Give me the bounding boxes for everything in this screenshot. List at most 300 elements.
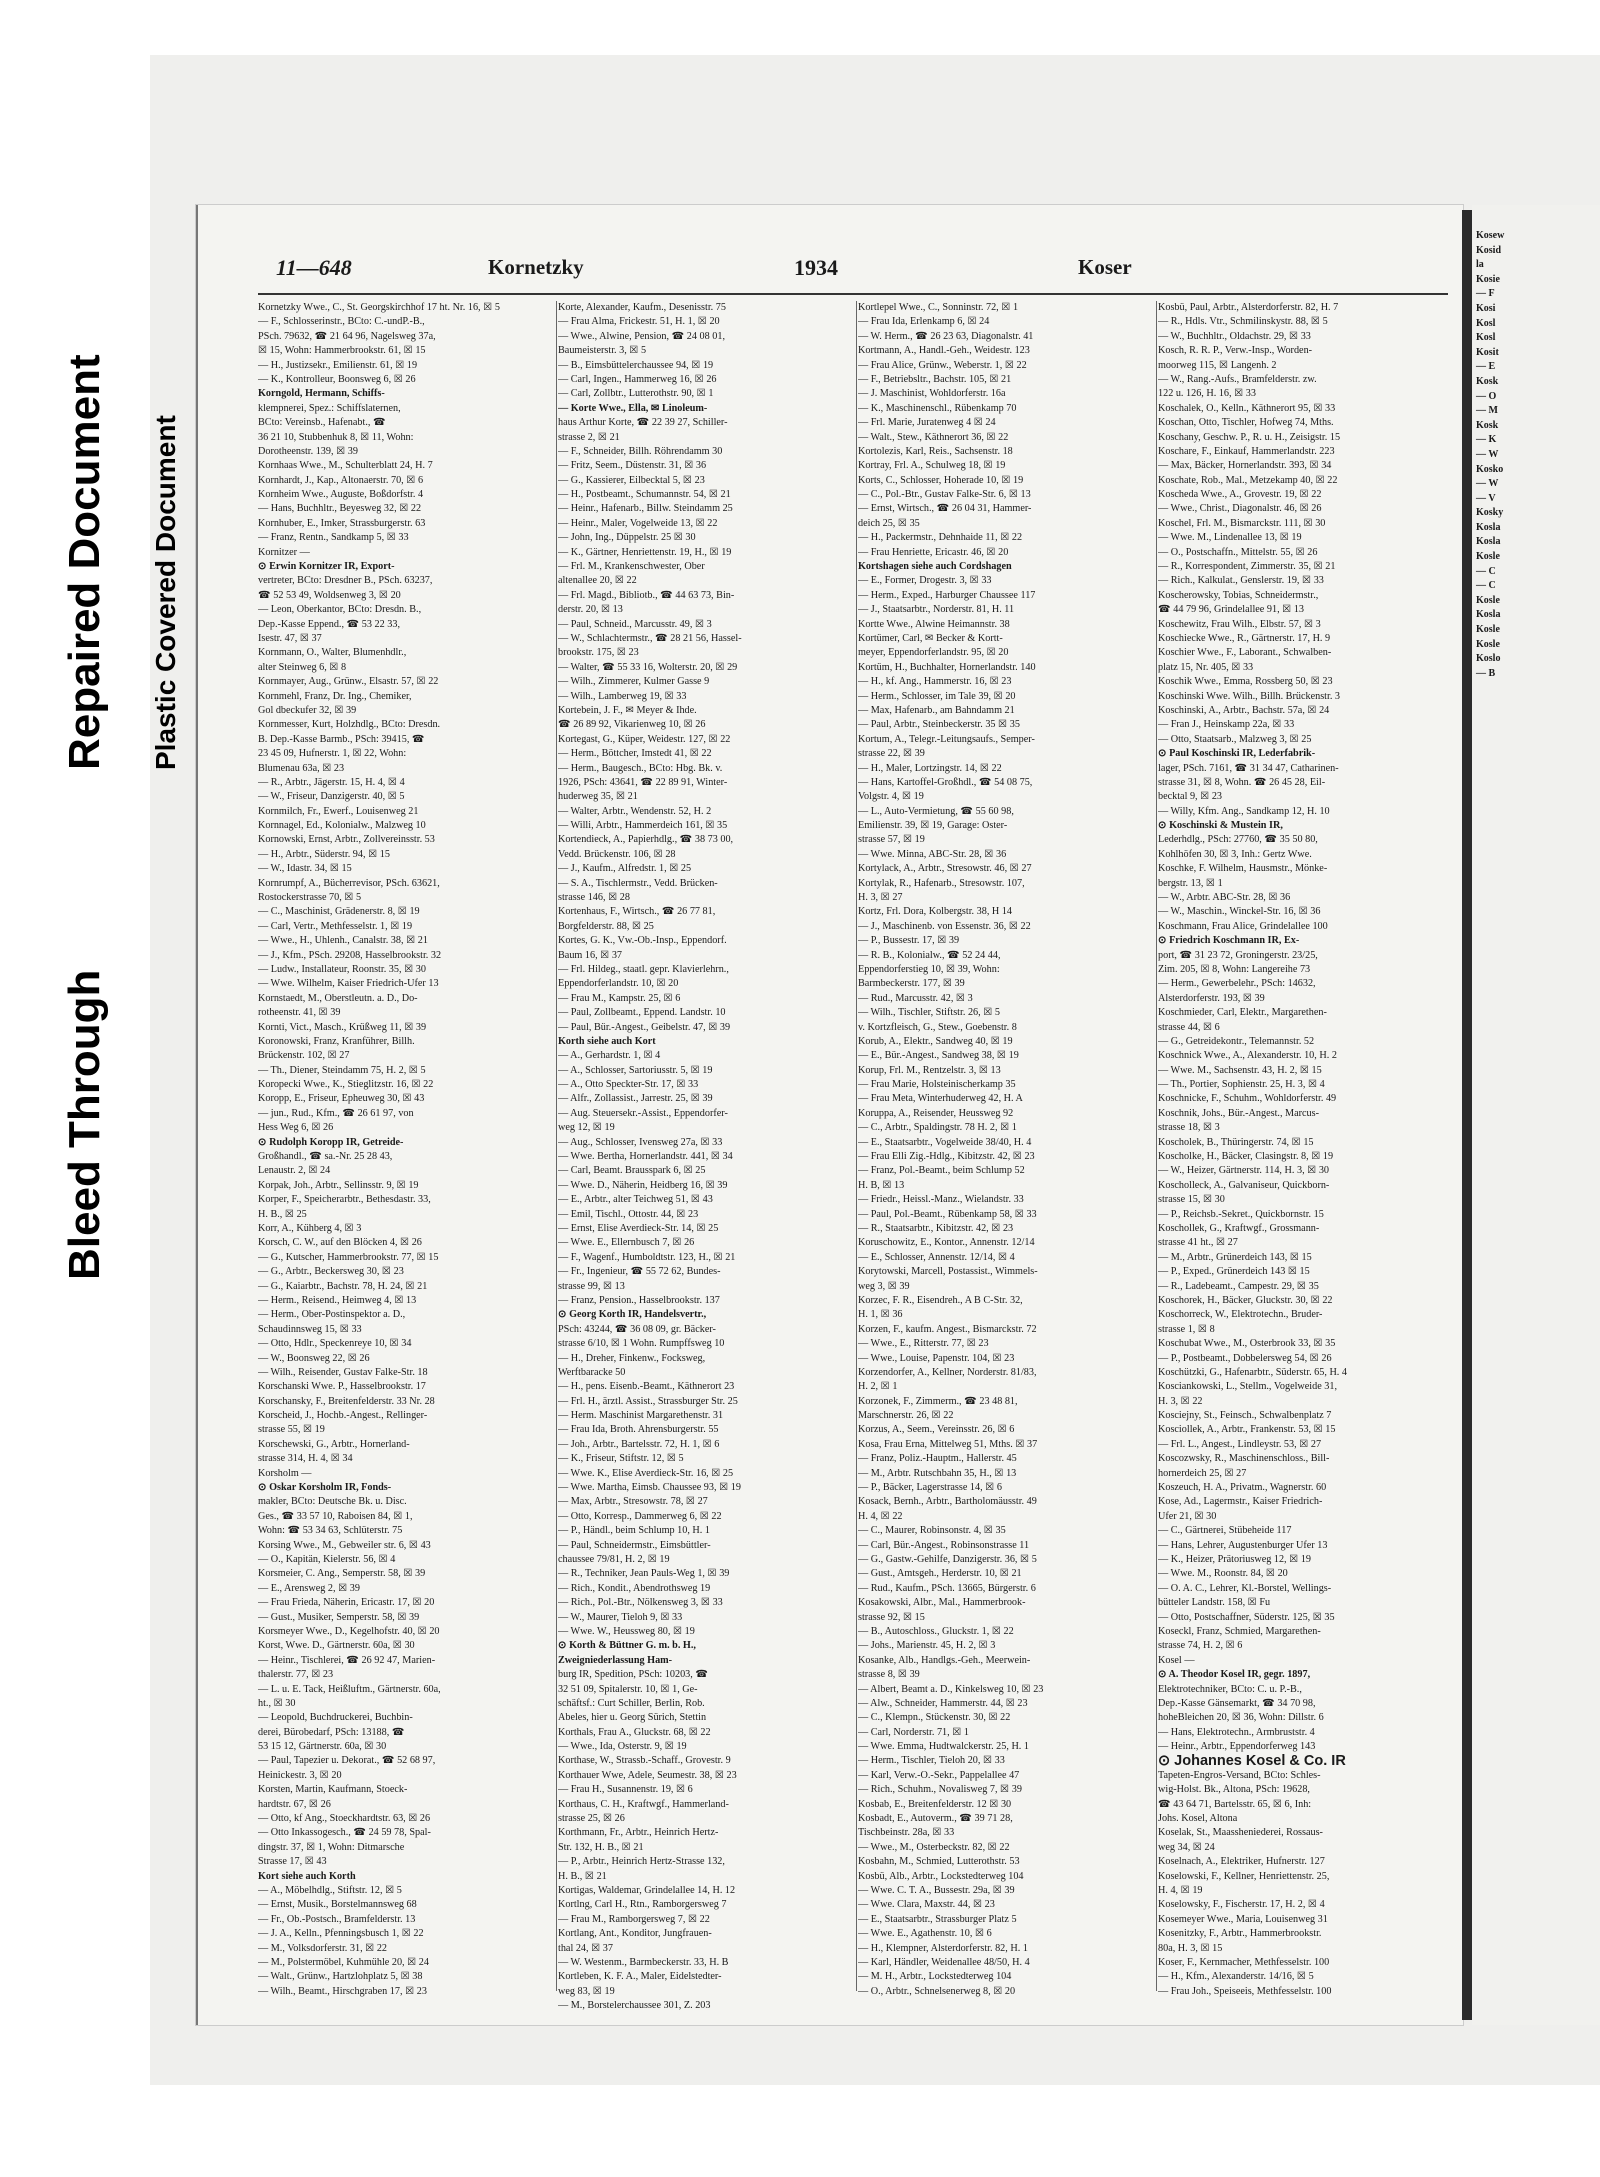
directory-entry-line: — Wwe., Christ., Diagonalstr. 46, ☒ 26 xyxy=(1158,503,1322,515)
directory-entry-line: Korsmeier, C. Ang., Semperstr. 58, ☒ 39 xyxy=(258,1568,426,1580)
directory-entry-line: Koschnik, Johs., Bür.-Angest., Marcus- xyxy=(1158,1107,1320,1119)
directory-entry-line: — Herm., Schlosser, im Tale 39, ☒ 20 xyxy=(858,690,1016,702)
directory-entry-line: — Paul, Arbtr., Steinbeckerstr. 35 ☒ 35 xyxy=(858,719,1020,731)
directory-entry-line: — W., Maurer, Tieloh 9, ☒ 33 xyxy=(558,1611,683,1623)
directory-entry-line: — W., Idastr. 34, ☒ 15 xyxy=(258,863,352,875)
directory-entry-line: — F., Wagenf., Humboldtstr. 123, H., ☒ 21 xyxy=(558,1251,736,1263)
directory-entry-line: ⊙ Paul Koschinski IR, Lederfabrik- xyxy=(1158,748,1316,760)
directory-entry-line: Tapeten-Engros-Versand, BCto: Schles- xyxy=(1158,1769,1321,1781)
directory-entry-line: Koschützki, G., Hafenarbtr., Süderstr. 65, H. 4 xyxy=(1158,1366,1347,1378)
directory-entry-line: Korthase, W., Strassb.-Schaff., Grovestr. 9 xyxy=(558,1755,731,1767)
directory-entry-line: Kortz, Frl. Dora, Kolbergstr. 38, H 14 xyxy=(858,906,1013,918)
directory-entry-line: Rostockerstrasse 70, ☒ 5 xyxy=(258,892,362,904)
directory-entry-line: strasse 92, ☒ 15 xyxy=(858,1611,925,1623)
directory-page xyxy=(196,205,1463,2025)
directory-entry-line: Baum 16, ☒ 37 xyxy=(558,949,623,961)
directory-entry-line: ☎ 52 53 49, Woldsenweg 3, ☒ 20 xyxy=(258,589,401,601)
directory-entry-line: H. 3, ☒ 22 xyxy=(1158,1395,1203,1407)
directory-entry-line: — Franz, Poliz.-Hauptm., Hallerstr. 45 xyxy=(858,1453,1017,1465)
directory-entry-line: Ges., ☎ 33 57 10, Raboisen 84, ☒ 1, xyxy=(258,1510,413,1522)
directory-entry-line: Kornheim Wwe., Auguste, Boßdorfstr. 4 xyxy=(258,489,424,501)
adjacent-page-fragment: Kosle xyxy=(1476,551,1500,563)
directory-entry-line: — Wwe. W., Heussweg 80, ☒ 19 xyxy=(558,1625,695,1637)
directory-entry-line: Zweigniederlassung Ham- xyxy=(558,1654,673,1666)
directory-entry-line: — C., Klempn., Stückenstr. 30, ☒ 22 xyxy=(858,1712,1011,1724)
directory-entry-line: Emilienstr. 39, ☒ 19, Garage: Oster- xyxy=(858,820,1008,832)
directory-entry-line: ☎ 43 64 71, Bartelsstr. 65, ☒ 6, Inh: xyxy=(1158,1798,1312,1810)
directory-entry-line: Volgstr. 4, ☒ 19 xyxy=(858,791,924,803)
directory-entry-line: strasse 44, ☒ 6 xyxy=(1158,1021,1220,1033)
directory-entry-line: — A., Möbelhdlg., Stiftstr. 12, ☒ 5 xyxy=(258,1884,402,1896)
directory-entry-line: — Frl. L., Angest., Lindleystr. 53, ☒ 27 xyxy=(1158,1438,1322,1450)
directory-entry-line: — C., Maurer, Robinsonstr. 4, ☒ 35 xyxy=(858,1525,1006,1537)
directory-entry-line: Kortenhaus, F., Wirtsch., ☎ 26 77 81, xyxy=(558,906,716,918)
directory-entry-line: ☒ 15, Wohn: Hammerbrookstr. 61, ☒ 15 xyxy=(258,345,426,357)
directory-entry-line: strasse 99, ☒ 13 xyxy=(558,1280,625,1292)
adjacent-page-fragment: Kosle xyxy=(1476,594,1500,606)
directory-entry-line: Heinickestr. 3, ☒ 20 xyxy=(258,1769,342,1781)
directory-entry-line: Kortigas, Waldemar, Grindelallee 14, H. 12 xyxy=(558,1884,736,1896)
directory-entry-line: — Herm., Tischler, Tieloh 20, ☒ 33 xyxy=(858,1755,1005,1767)
directory-entry-line: — H., Justizsekr., Emilienstr. 61, ☒ 19 xyxy=(258,359,418,371)
directory-entry-line: strasse 74, H. 2, ☒ 6 xyxy=(1158,1640,1243,1652)
directory-entry-line: — Paul, Zollbeamt., Eppend. Landstr. 10 xyxy=(558,1007,726,1019)
directory-entry-line: Koselak, St., Maassheniederei, Rossaus- xyxy=(1158,1827,1323,1839)
directory-entry-line: strasse 2, ☒ 21 xyxy=(558,431,620,443)
directory-entry-line: deich 25, ☒ 35 xyxy=(858,517,920,529)
directory-entry-line: — Otto, Staatsarb., Malzweg 3, ☒ 25 xyxy=(1158,733,1312,745)
directory-entry-line: — Rich., Kalkulat., Genslerstr. 19, ☒ 33 xyxy=(1158,575,1324,587)
directory-entry-line: Koronowski, Franz, Kranführer, Billh. xyxy=(258,1035,415,1047)
directory-entry-line: — Frau H., Susannenstr. 19, ☒ 6 xyxy=(558,1784,693,1796)
directory-entry-line: Korthauer Wwe, Adele, Seumestr. 38, ☒ 23 xyxy=(558,1769,737,1781)
directory-entry-line: Korzec, F. R., Eisendreh., A B C-Str. 32, xyxy=(858,1294,1023,1306)
directory-entry-line: Koruschowitz, E., Kontor., Annenstr. 12/14 xyxy=(858,1237,1035,1249)
directory-entry-line: — Rich., Pol.-Btr., Nölkensweg 3, ☒ 33 xyxy=(558,1597,723,1609)
directory-entry-line: ⊙ Rudolph Koropp IR, Getreide- xyxy=(258,1136,404,1148)
directory-entry-line: — Frau M., Kampstr. 25, ☒ 6 xyxy=(558,992,681,1004)
directory-entry-line: — W., Boonsweg 22, ☒ 26 xyxy=(258,1352,370,1364)
directory-entry-line: — Wwe. M., Sachsenstr. 43, H. 2, ☒ 15 xyxy=(1158,1064,1322,1076)
directory-entry-line: — F., Betriebsltr., Bachstr. 105, ☒ 21 xyxy=(858,373,1012,385)
directory-entry-line: Kortshagen siehe auch Cordshagen xyxy=(858,561,1012,573)
directory-entry-line: Kornmayer, Aug., Grünw., Elsastr. 57, ☒ 22 xyxy=(258,676,439,688)
adjacent-page-fragment: Kosie xyxy=(1476,273,1500,285)
directory-entry-line: ☎ 26 89 92, Vikarienweg 10, ☒ 26 xyxy=(558,719,706,731)
directory-entry-line: — Frau Frieda, Näherin, Ericastr. 17, ☒ 20 xyxy=(258,1597,435,1609)
adjacent-page-edge xyxy=(1472,205,1600,2025)
directory-column-4 xyxy=(1158,301,1458,1999)
directory-entry-line: ⊙ A. Theodor Kosel IR, gegr. 1897, xyxy=(1158,1669,1311,1681)
adjacent-page-fragment: — W xyxy=(1476,478,1499,490)
directory-entry-line: Koscholek, B., Thüringerstr. 74, ☒ 15 xyxy=(1158,1136,1314,1148)
directory-entry-line: Korub, A., Elektr., Sandweg 40, ☒ 19 xyxy=(858,1035,1013,1047)
directory-entry-line: — H., Klempner, Alsterdorferstr. 82, H. 1 xyxy=(858,1942,1028,1954)
directory-entry-line: Kosenitzky, F., Arbtr., Hammerbrookstr. xyxy=(1158,1928,1322,1940)
directory-entry-line: Korts, C., Schlosser, Hoherade 10, ☒ 19 xyxy=(858,474,1024,486)
directory-entry-line: — P., Bussestr. 17, ☒ 39 xyxy=(858,935,960,947)
directory-entry-line: — Albert, Beamt a. D., Kinkelsweg 10, ☒ 23 xyxy=(858,1683,1044,1695)
directory-entry-line: Kortüm, H., Buchhalter, Hornerlandstr. 140 xyxy=(858,661,1036,673)
directory-entry-line: Kosakowski, Albr., Mal., Hammerbrook- xyxy=(858,1597,1026,1609)
directory-entry-line: — Otto, Korresp., Dammerweg 6, ☒ 22 xyxy=(558,1510,722,1522)
directory-entry-line: Korper, F., Speicherarbtr., Bethesdastr. 33, xyxy=(258,1194,431,1206)
directory-entry-line: klempnerei, Spez.: Schiffslaternen, xyxy=(258,402,401,414)
directory-entry-line: Großhandl., ☎ sa.-Nr. 25 28 43, xyxy=(258,1151,393,1163)
directory-entry-line: Kosbahn, M., Schmied, Lutterothstr. 53 xyxy=(858,1856,1020,1868)
directory-entry-line: — Max, Arbtr., Stresowstr. 78, ☒ 27 xyxy=(558,1496,708,1508)
directory-entry-line: — Carl, Beamt. Brausspark 6, ☒ 25 xyxy=(558,1165,706,1177)
directory-entry-line: — Heinr., Tischlerei, ☎ 26 92 47, Marien- xyxy=(258,1654,436,1666)
directory-entry-line: — Wwe. Martha, Eimsb. Chaussee 93, ☒ 19 xyxy=(558,1482,741,1494)
directory-entry-line: — Herm., Reisend., Heimweg 4, ☒ 13 xyxy=(258,1294,417,1306)
directory-entry-line: — Karl, Verw.-O.-Sekr., Pappelallee 47 xyxy=(858,1769,1020,1781)
directory-entry-line: — Paul, Pol.-Beamt., Rübenkamp 58, ☒ 33 xyxy=(858,1208,1037,1220)
directory-entry-line: — Gust., Amtsgeh., Herderstr. 10, ☒ 21 xyxy=(858,1568,1022,1580)
directory-entry-line: — K., Friseur, Stiftstr. 12, ☒ 5 xyxy=(558,1453,684,1465)
directory-entry-line: bütteler Landstr. 158, ☒ Fu xyxy=(1158,1597,1271,1609)
directory-entry-line: Kosanke, Alb., Handlgs.-Geh., Meerwein- xyxy=(858,1654,1031,1666)
directory-entry-line: — H., Kfm., Alexanderstr. 14/16, ☒ 5 xyxy=(1158,1971,1314,1983)
directory-entry-line: makler, BCto: Deutsche Bk. u. Disc. xyxy=(258,1496,407,1508)
directory-entry-line: strasse 55, ☒ 19 xyxy=(258,1424,325,1436)
directory-entry-line: Koschalek, O., Kelln., Käthnerort 95, ☒ 33 xyxy=(1158,402,1336,414)
directory-entry-line: — Paul, Schneid., Marcusstr. 49, ☒ 3 xyxy=(558,618,712,630)
directory-entry-line: Kosciollek, A., Arbtr., Frankenstr. 53, ☒ 15 xyxy=(1158,1424,1336,1436)
directory-entry-line: — Wwe., E., Ritterstr. 77, ☒ 23 xyxy=(858,1338,989,1350)
directory-entry-line: — Herm., Exped., Harburger Chaussee 117 xyxy=(858,589,1036,601)
directory-entry-line: H. 4, ☒ 19 xyxy=(1158,1884,1203,1896)
directory-entry-line: Werftbaracke 50 xyxy=(558,1366,626,1378)
directory-entry-line: Koschubat Wwe., M., Osterbrook 33, ☒ 35 xyxy=(1158,1338,1336,1350)
directory-entry-line: Kosciankowski, L., Stellm., Vogelweide 31, xyxy=(1158,1381,1338,1393)
directory-entry-line: — R., Staatsarbtr., Kibitzstr. 42, ☒ 23 xyxy=(858,1223,1014,1234)
directory-entry-line: — R., Techniker, Jean Pauls-Weg 1, ☒ 39 xyxy=(558,1568,730,1580)
directory-entry-line: — Joh., Arbtr., Bartelsstr. 72, H. 1, ☒ 6 xyxy=(558,1438,720,1450)
directory-entry-line: Korsten, Martin, Kaufmann, Stoeck- xyxy=(258,1784,408,1796)
directory-entry-line: — Franz, Pol.-Beamt., beim Schlump 52 xyxy=(858,1165,1025,1177)
directory-entry-line: — Alfr., Zollassist., Jarrestr. 25, ☒ 39 xyxy=(558,1093,713,1105)
directory-entry-line: — Otto, Postschaffner, Süderstr. 125, ☒ 35 xyxy=(1158,1611,1335,1623)
directory-entry-line: Korte, Alexander, Kaufm., Desenisstr. 75 xyxy=(558,302,726,313)
adjacent-page-fragment: Kosky xyxy=(1476,507,1504,519)
directory-entry-line: Schaudinnsweg 15, ☒ 33 xyxy=(258,1323,362,1335)
directory-column-3 xyxy=(858,301,1158,1999)
directory-entry-line: 32 51 09, Spitalerstr. 10, ☒ 1, Ge- xyxy=(558,1683,698,1695)
adjacent-page-fragment: — O xyxy=(1476,390,1497,402)
directory-entry-line: — Frau Meta, Winterhuderweg 42, H. A xyxy=(858,1093,1023,1105)
directory-entry-line: — R., Korrespondent, Zimmerstr. 35, ☒ 21 xyxy=(1158,561,1336,573)
directory-entry-line: — Ernst, Elise Averdieck-Str. 14, ☒ 25 xyxy=(558,1223,719,1234)
directory-entry-line: Kortendieck, A., Papierhdlg., ☎ 38 73 00, xyxy=(558,834,734,846)
directory-entry-line: Koscholleck, A., Galvaniseur, Quickborn- xyxy=(1158,1179,1330,1191)
adjacent-page-fragment: — C xyxy=(1476,565,1496,577)
directory-entry-line: Kortlang, Ant., Konditor, Jungfrauen- xyxy=(558,1928,712,1940)
directory-entry-line: Gol dbeckufer 32, ☒ 39 xyxy=(258,704,357,716)
directory-entry-line: — Willi, Arbtr., Hammerdeich 161, ☒ 35 xyxy=(558,820,728,832)
adjacent-page-fragment: Kosla xyxy=(1476,521,1501,533)
directory-entry-line: — Rud., Marcusstr. 42, ☒ 3 xyxy=(858,992,973,1004)
directory-entry-line: — O., Kapitän, Kielerstr. 56, ☒ 4 xyxy=(258,1553,396,1565)
directory-entry-line: — M., Arbtr. Rutschbahn 35, H., ☒ 13 xyxy=(858,1467,1017,1479)
directory-entry-line: — A., Schlosser, Sartoriusstr. 5, ☒ 19 xyxy=(558,1064,713,1076)
directory-entry-line: ⊙ Georg Korth IR, Handelsvertr., xyxy=(558,1309,707,1321)
directory-entry-line: H. 3, ☒ 27 xyxy=(858,892,903,904)
directory-entry-line: — M., Arbtr., Grünerdeich 143, ☒ 15 xyxy=(1158,1251,1312,1263)
directory-entry-line: — K., Maschinenschl., Rübenkamp 70 xyxy=(858,402,1017,414)
directory-entry-line: — Wwe., M., Osterbeckstr. 82, ☒ 22 xyxy=(858,1841,1010,1853)
directory-entry-line: — H., Dreher, Finkenw., Focksweg, xyxy=(558,1352,706,1364)
directory-entry-line: moorweg 115, ☒ Langenh. 2 xyxy=(1158,359,1277,371)
directory-entry-line: Kortylack, A., Arbtr., Stresowstr. 46, ☒ 27 xyxy=(858,863,1032,875)
directory-entry-line: Korthals, Frau A., Gluckstr. 68, ☒ 22 xyxy=(558,1726,711,1738)
directory-entry-line: — C., Gärtnerei, Stübeheide 117 xyxy=(1158,1525,1292,1537)
directory-entry-line: Lenaustr. 2, ☒ 24 xyxy=(258,1165,331,1177)
directory-entry-line: rotheenstr. 41, ☒ 39 xyxy=(258,1007,341,1019)
directory-entry-line: Lederhdlg., PSch: 27760, ☎ 35 50 80, xyxy=(1158,834,1318,846)
directory-entry-line: — Herm., Baugesch., BCto: Hbg. Bk. v. xyxy=(558,762,723,774)
directory-entry-line: Korth siehe auch Kort xyxy=(558,1035,656,1047)
adjacent-page-fragment: Kosle xyxy=(1476,638,1500,650)
directory-entry-line: Koschollek, G., Kraftwgf., Grossmann- xyxy=(1158,1223,1320,1234)
directory-entry-line: strasse 1, ☒ 8 xyxy=(1158,1323,1215,1335)
adjacent-page-fragment: Kosk xyxy=(1476,375,1499,387)
directory-entry-line: Korsholm — xyxy=(258,1467,312,1479)
directory-entry-line: Wohn: ☎ 53 34 63, Schlüterstr. 75 xyxy=(258,1525,403,1537)
directory-entry-line: ht., ☒ 30 xyxy=(258,1697,296,1709)
directory-entry-line: — Rich., Kondit., Abendrothsweg 19 xyxy=(558,1582,711,1594)
directory-entry-line: Koschnicke, F., Schuhm., Wohldorferstr. 49 xyxy=(1158,1093,1337,1105)
directory-entry-line: Vedd. Brückenstr. 106, ☒ 28 xyxy=(558,848,676,860)
directory-entry-line: — Frl. H., ärztl. Assist., Strassburger Str. 25 xyxy=(558,1395,738,1407)
directory-entry-line: Koschmann, Frau Alice, Grindelallee 100 xyxy=(1158,920,1328,932)
directory-entry-line: — Rud., Kaufm., PSch. 13665, Bürgerstr. 6 xyxy=(858,1582,1036,1594)
directory-entry-line: — G., Kaiarbtr., Bachstr. 78, H. 24, ☒ 21 xyxy=(258,1280,428,1292)
directory-entry-line: — P., Exped., Grünerdeich 143 ☒ 15 xyxy=(1158,1266,1310,1278)
directory-entry-line: thal 24, ☒ 37 xyxy=(558,1942,613,1954)
directory-entry-line: Brückenstr. 102, ☒ 27 xyxy=(258,1050,350,1062)
directory-entry-line: Kornmann, O., Walter, Blumenhdlr., xyxy=(258,647,407,659)
directory-entry-line: derei, Bürobedarf, PSch: 13188, ☎ xyxy=(258,1726,405,1738)
directory-entry-line: Alsterdorferstr. 193, ☒ 39 xyxy=(1158,992,1265,1004)
directory-entry-line: Kortlepel Wwe., C., Sonninstr. 72, ☒ 1 xyxy=(858,302,1019,313)
adjacent-page-fragment: la xyxy=(1476,259,1484,271)
directory-entry-line: — Wwe. C. T. A., Bussestr. 29a, ☒ 39 xyxy=(858,1884,1015,1896)
directory-entry-line: — J., Kfm., PSch. 29208, Hasselbrookstr. 32 xyxy=(258,949,442,961)
directory-entry-line: — Wwe. Emma, Hudtwalckerstr. 25, H. 1 xyxy=(858,1741,1029,1753)
directory-entry-line: — F., Schlosserinstr., BCto: C.-undP.-B., xyxy=(258,316,425,328)
directory-entry-line: — Wwe. M., Roonstr. 84, ☒ 20 xyxy=(1158,1568,1288,1580)
directory-entry-line: H. B, ☒ 13 xyxy=(858,1179,905,1191)
directory-entry-line: Tischbeinstr. 28a, ☒ 33 xyxy=(858,1827,955,1839)
directory-entry-line: strasse 31, ☒ 8, Wohn. ☎ 26 45 28, Eil- xyxy=(1158,776,1326,788)
directory-entry-line: strasse 314, H. 4, ☒ 34 xyxy=(258,1453,353,1465)
directory-entry-line: — jun., Rud., Kfm., ☎ 26 61 97, von xyxy=(258,1107,414,1119)
directory-entry-line: — Ludw., Installateur, Roonstr. 35, ☒ 30 xyxy=(258,963,426,975)
directory-entry-line: — Hans, Lehrer, Augustenburger Ufer 13 xyxy=(1158,1539,1328,1551)
directory-entry-line: Koszeuch, H. A., Privatm., Wagnerstr. 60 xyxy=(1158,1482,1327,1494)
directory-entry-line: — Otto, kf Ang., Stoeckhardtstr. 63, ☒ 26 xyxy=(258,1813,431,1825)
directory-entry-line: — O. A. C., Lehrer, Kl.-Borstel, Wellings- xyxy=(1158,1582,1332,1594)
adjacent-page-fragment: Kosi xyxy=(1476,302,1496,314)
directory-entry-line: — Paul, Tapezier u. Dekorat., ☎ 52 68 97, xyxy=(258,1755,436,1767)
directory-entry-line: Kornhaas Wwe., M., Schulterblatt 24, H. 7 xyxy=(258,460,433,472)
directory-entry-line: vertreter, BCto: Dresdner B., PSch. 63237, xyxy=(258,575,433,587)
directory-entry-line: PSch: 43244, ☎ 36 08 09, gr. Bäcker- xyxy=(558,1323,716,1335)
directory-entry-line: Koschier Wwe., F., Laborant., Schwalben- xyxy=(1158,647,1332,659)
adjacent-page-fragment: — W xyxy=(1476,448,1499,460)
directory-entry-line: Koruppa, A., Reisender, Heussweg 92 xyxy=(858,1107,1014,1119)
directory-entry-line: Str. 132, H. B., ☒ 21 xyxy=(558,1841,644,1853)
directory-entry-line: strasse 15, ☒ 30 xyxy=(1158,1194,1225,1206)
directory-entry-line: Barmbeckerstr. 177, ☒ 39 xyxy=(858,978,965,990)
directory-entry-line: 23 45 09, Hufnerstr. 1, ☒ 22, Wohn: xyxy=(258,748,407,760)
directory-entry-line: — W., Schlachtermstr., ☎ 28 21 56, Hassel- xyxy=(558,632,742,644)
directory-entry-line: Koschel, Frl. M., Bismarckstr. 111, ☒ 30 xyxy=(1158,517,1326,529)
directory-entry-line: Korscheid, J., Hochb.-Angest., Rellinger- xyxy=(258,1410,428,1422)
directory-entry-line: Kornrumpf, A., Bücherrevisor, PSch. 63621, xyxy=(258,877,440,889)
directory-entry-line: — R. B., Kolonialw., ☎ 52 24 44, xyxy=(858,949,1001,961)
directory-entry-line: — H., Postbeamt., Schumannstr. 54, ☒ 21 xyxy=(558,489,731,501)
directory-entry-line: — Wilh., Zimmerer, Kulmer Gasse 9 xyxy=(558,676,710,688)
directory-entry-line: — E., Bür.-Angest., Sandweg 38, ☒ 19 xyxy=(858,1050,1019,1062)
directory-entry-line: — Fr., Ob.-Postsch., Bramfelderstr. 13 xyxy=(258,1913,416,1925)
directory-entry-line: Blumenau 63a, ☒ 23 xyxy=(258,762,345,774)
directory-entry-line: — Heinr., Arbtr., Eppendorferweg 143 xyxy=(1158,1741,1316,1753)
directory-entry-line: — Johs., Marienstr. 45, H. 2, ☒ 3 xyxy=(858,1640,996,1652)
directory-entry-line: Eppendorferlandstr. 10, ☒ 20 xyxy=(558,978,679,990)
directory-entry-line: — G., Kassierer, Eilbecktal 5, ☒ 23 xyxy=(558,474,705,486)
directory-entry-line: 122 u. 126, H. 16, ☒ 33 xyxy=(1158,388,1256,400)
directory-entry-line: burg IR, Spedition, PSch: 10203, ☎ xyxy=(558,1669,709,1681)
directory-entry-line: — Wwe., H., Uhlenh., Canalstr. 38, ☒ 21 xyxy=(258,935,428,947)
directory-entry-line: — W., Rang.-Aufs., Bramfelderstr. zw. xyxy=(1158,373,1317,385)
directory-entry-line: Kornetzky Wwe., C., St. Georgskirchhof 17 ht. Nr. 16, ☒ 5 xyxy=(258,302,500,313)
directory-entry-line: — R., Hdls. Vtr., Schmilinskystr. 88, ☒ 5 xyxy=(1158,316,1328,328)
directory-entry-line: — Frau Joh., Speiseeis, Methfesselstr. 100 xyxy=(1158,1985,1332,1997)
directory-entry-line: — Wilh., Beamt., Hirschgraben 17, ☒ 23 xyxy=(258,1985,427,1997)
directory-entry-line: — Aug., Schlosser, Ivensweg 27a, ☒ 33 xyxy=(558,1136,723,1148)
directory-entry-line: — L. u. E. Tack, Heißluftm., Gärtnerstr. 60a, xyxy=(258,1683,441,1695)
directory-entry-line: — M., Volksdorferstr. 31, ☒ 22 xyxy=(258,1942,388,1954)
directory-entry-line: — Franz, Rentn., Sandkamp 5, ☒ 33 xyxy=(258,532,409,544)
directory-entry-line: — J. Maschinist, Wohldorferstr. 16a xyxy=(858,388,1006,400)
directory-entry-line: Kortolezis, Karl, Reis., Sachsenstr. 18 xyxy=(858,445,1013,457)
directory-entry-line: — Frau Alma, Frickestr. 51, H. 1, ☒ 20 xyxy=(558,316,720,328)
directory-entry-line: Eppendorferstieg 10, ☒ 39, Wohn: xyxy=(858,963,1000,975)
directory-entry-line: Kortes, G. K., Vw.-Ob.-Insp., Eppendorf. xyxy=(558,935,727,947)
directory-entry-line: — Friedr., Heissl.-Manz., Wielandstr. 33 xyxy=(858,1194,1024,1206)
adjacent-page-fragment: — E xyxy=(1476,361,1496,373)
directory-entry-line: Kortlng, Carl H., Rtn., Ramborgersweg 7 xyxy=(558,1899,727,1911)
directory-entry-line: 36 21 10, Stubbenhuk 8, ☒ 11, Wohn: xyxy=(258,431,414,443)
label-repaired-document: Repaired Document xyxy=(60,354,109,770)
directory-entry-line: — G., Getreidekontr., Telemannstr. 52 xyxy=(1158,1035,1315,1047)
directory-entry-line: — Walt., Stew., Käthnerort 36, ☒ 22 xyxy=(858,431,1009,443)
directory-entry-line: 80a, H. 3, ☒ 15 xyxy=(1158,1942,1223,1954)
directory-entry-line: strasse 22, ☒ 39 xyxy=(858,748,925,760)
directory-entry-line: — P., Händl., beim Schlump 10, H. 1 xyxy=(558,1525,710,1537)
directory-entry-line: — Fran J., Heinskamp 22a, ☒ 33 xyxy=(1158,719,1295,731)
directory-entry-line: — Carl, Vertr., Methfesselstr. 1, ☒ 19 xyxy=(258,920,413,932)
book-binding xyxy=(1462,210,1472,2020)
directory-entry-line: — H., Maler, Lortzingstr. 14, ☒ 22 xyxy=(858,762,1002,774)
directory-entry-line: — Ernst, Musik., Borstelmannsweg 68 xyxy=(258,1899,417,1911)
directory-entry-line: Hess Weg 6, ☒ 26 xyxy=(258,1122,334,1134)
directory-entry-line: — Wilh., Tischler, Stiftstr. 26, ☒ 5 xyxy=(858,1007,1000,1019)
directory-entry-line: — F., Schneider, Billh. Röhrendamm 30 xyxy=(558,445,723,457)
directory-entry-line: Baumeisterstr. 3, ☒ 5 xyxy=(558,345,647,357)
directory-entry-line: derstr. 20, ☒ 13 xyxy=(558,604,623,616)
directory-entry-line: — G., Kutscher, Hammerbrookstr. 77, ☒ 15 xyxy=(258,1251,439,1263)
directory-entry-line: — G., Gastw.-Gehilfe, Danzigerstr. 36, ☒ 5 xyxy=(858,1553,1037,1565)
directory-entry-line: Koropecki Wwe., K., Stieglitzstr. 16, ☒ 22 xyxy=(258,1079,434,1091)
directory-entry-line: — Fr., Ingenieur, ☎ 55 72 62, Bundes- xyxy=(558,1266,721,1278)
directory-entry-line: thalerstr. 77, ☒ 23 xyxy=(258,1669,334,1681)
directory-entry-line: — Aug. Steuersekr.-Assist., Eppendorfer- xyxy=(558,1107,728,1119)
directory-entry-line: Koschan, Otto, Tischler, Hofweg 74, Mths. xyxy=(1158,417,1334,429)
directory-entry-line: Koscheda Wwe., A., Grovestr. 19, ☒ 22 xyxy=(1158,489,1322,501)
directory-entry-line: — Wilh., Reisender, Gustav Falke-Str. 18 xyxy=(258,1366,428,1378)
directory-entry-line: — Wwe., Alwine, Pension, ☎ 24 08 01, xyxy=(558,330,726,342)
directory-entry-line: H. B., ☒ 21 xyxy=(558,1870,607,1882)
directory-entry-line: Koschinski Wwe. Wilh., Billh. Brückenstr. 3 xyxy=(1158,690,1341,702)
directory-entry-line: Dorotheenstr. 139, ☒ 39 xyxy=(258,445,358,457)
directory-entry-line: — Gust., Musiker, Semperstr. 58, ☒ 39 xyxy=(258,1611,420,1623)
directory-entry-line: — Wwe., Louise, Papenstr. 104, ☒ 23 xyxy=(858,1352,1015,1364)
directory-entry-line: weg 83, ☒ 19 xyxy=(558,1985,615,1997)
directory-entry-line: Koscholke, H., Bäcker, Clasingstr. 8, ☒ 19 xyxy=(1158,1151,1334,1163)
directory-entry-line: — Paul, Bür.-Angest., Geibelstr. 47, ☒ 39 xyxy=(558,1021,731,1033)
directory-entry-line: ⊙ Oskar Korsholm IR, Fonds- xyxy=(258,1482,392,1494)
directory-entry-line: — H., Packermstr., Dehnhaide 11, ☒ 22 xyxy=(858,532,1023,544)
directory-entry-line: altenallee 20, ☒ 22 xyxy=(558,575,637,587)
directory-entry-line: huderweg 35, ☒ 21 xyxy=(558,791,638,803)
directory-entry-line: Kortümer, Carl, ✉ Becker & Kortt- xyxy=(858,632,1003,644)
directory-entry-line: — Hans, Buchhltr., Beyesweg 32, ☒ 22 xyxy=(258,503,422,515)
directory-entry-line: Korthmann, Fr., Arbtr., Heinrich Hertz- xyxy=(558,1827,719,1839)
directory-entry-line: — Wwe. Minna, ABC-Str. 28, ☒ 36 xyxy=(858,848,1007,860)
directory-entry-line: — Herm., Gewerbelehr., PSch: 14632, xyxy=(1158,978,1316,990)
directory-entry-line: — W. Westenm., Barmbeckerstr. 33, H. B xyxy=(558,1956,729,1968)
directory-entry-line: — W. Herm., ☎ 26 23 63, Diagonalstr. 41 xyxy=(858,330,1034,342)
directory-entry-line: alter Steinweg 6, ☒ 8 xyxy=(258,661,347,673)
directory-entry-line: Koschmieder, Carl, Elektr., Margarethen- xyxy=(1158,1007,1327,1019)
directory-entry-line: Korsing Wwe., M., Gebweiler str. 6, ☒ 43 xyxy=(258,1539,431,1551)
directory-entry-line: — W., Buchhltr., Oldachstr. 29, ☒ 33 xyxy=(1158,330,1311,342)
directory-entry-line: — Frau Ida, Erlenkamp 6, ☒ 24 xyxy=(858,316,990,328)
directory-entry-line: Korschewski, G., Arbtr., Hornerland- xyxy=(258,1438,410,1450)
directory-entry-line: Koscozwsky, R., Maschinenschloss., Bill- xyxy=(1158,1453,1330,1465)
directory-entry-line: hardtstr. 67, ☒ 26 xyxy=(258,1798,331,1810)
directory-entry-line: — J., Maschinenb. von Essenstr. 36, ☒ 22 xyxy=(858,920,1031,932)
directory-entry-line: — Max, Hafenarb., am Bahndamm 21 xyxy=(858,704,1015,716)
directory-entry-line: — Max, Bäcker, Hornerlandstr. 393, ☒ 34 xyxy=(1158,460,1332,472)
directory-entry-line: lager, PSch. 7161, ☎ 31 34 47, Catharinen- xyxy=(1158,762,1339,774)
adjacent-page-fragment: — F xyxy=(1476,288,1495,300)
directory-entry-line: — P., Arbtr., Heinrich Hertz-Strasse 132, xyxy=(558,1856,725,1868)
directory-entry-line: — Carl, Bür.-Angest., Robinsonstrasse 11 xyxy=(858,1539,1030,1551)
directory-entry-line: — Emil, Tischl., Ottostr. 44, ☒ 23 xyxy=(558,1208,699,1220)
directory-entry-line: — Wilh., Lamberweg 19, ☒ 33 xyxy=(558,690,687,702)
directory-entry-line: — John, Ing., Düppelstr. 25 ☒ 30 xyxy=(558,532,696,544)
directory-entry-line: Korr, A., Kühberg 4, ☒ 3 xyxy=(258,1223,362,1234)
directory-entry-line: — H., Arbtr., Süderstr. 94, ☒ 15 xyxy=(258,848,390,860)
directory-entry-line: — Frl. Marie, Juratenweg 4 ☒ 24 xyxy=(858,417,996,429)
directory-entry-line: — R., Arbtr., Jägerstr. 15, H. 4, ☒ 4 xyxy=(258,776,405,788)
directory-entry-line: ⊙ Koschinski & Mustein IR, xyxy=(1158,820,1283,832)
directory-entry-line: — Frau Elli Zig.-Hdlg., Kibitzstr. 42, ☒ 23 xyxy=(858,1151,1035,1163)
